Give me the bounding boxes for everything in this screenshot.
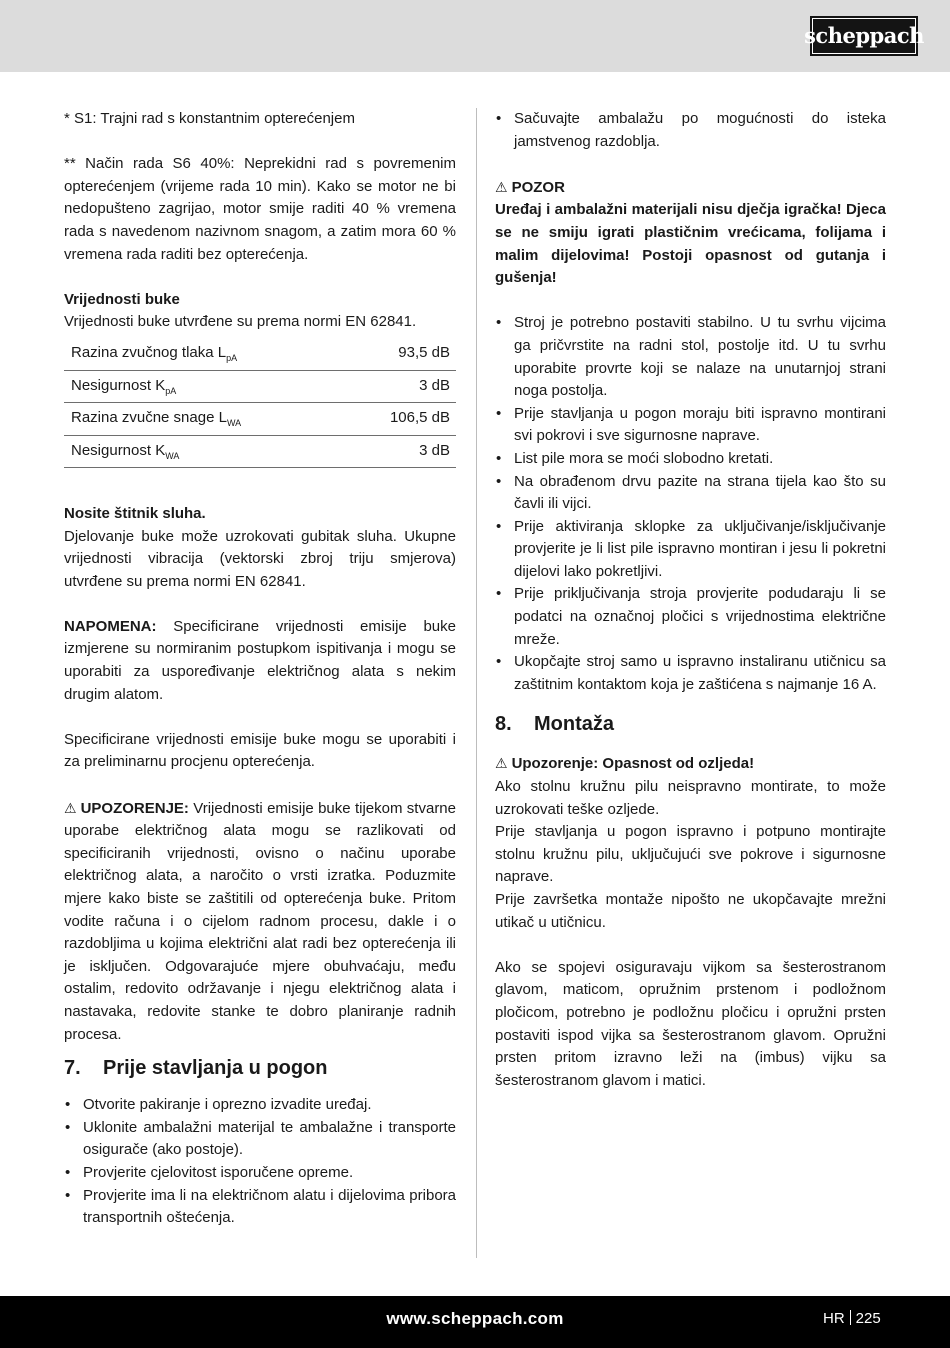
noise-sub: pA: [165, 385, 177, 396]
table-row: [64, 370, 456, 403]
warning-triangle-icon: ⚠: [495, 755, 508, 772]
section-7-title: Prije stavljanja u pogon: [103, 1057, 328, 1080]
list-item: • Prije stavljanja u pogon moraju biti ispravno montirani svi pokrovi i sve sigurnosne naprave.: [495, 403, 886, 448]
list-item: • Provjerite ima li na električnom alatu i dijelovima pribora transportnih oštećenja.: [64, 1185, 456, 1230]
caution-text: Uređaj i ambalažni materijali nisu dječja igračka! Djeca se ne smiju igrati plastičnim vrećicama, folijama i malim dijelovima! Postoji opasnost od gutanja i gušenja!: [495, 201, 886, 287]
packaging-list: [495, 108, 886, 153]
noise-value: 3 dB: [344, 435, 456, 468]
footer-url-link[interactable]: www.scheppach.com: [386, 1309, 564, 1328]
noise-label: Razina zvučne snage L: [71, 409, 227, 427]
injury-p2: Prije stavljanja u pogon ispravno i potpuno montirajte stolnu kružnu pilu, uključujući sve pokrove i sigurnosne naprave.: [495, 823, 886, 886]
caution-label: POZOR: [511, 178, 565, 196]
injury-p1: Ako stolnu kružnu pilu neispravno montirate, to može uzrokovati teške ozljede.: [495, 778, 886, 818]
section-7-number: 7.: [64, 1057, 81, 1080]
note2-text: Specificirane vrijednosti emisije buke mogu se uporabiti i za preliminarnu procjenu opterećenja.: [64, 730, 456, 771]
brand-logo: [804, 16, 924, 56]
list-item: • Sačuvajte ambalažu po mogućnosti do isteka jamstvenog razdoblja.: [495, 108, 886, 153]
section-8-heading: [495, 710, 886, 738]
noise-sub: WA: [226, 418, 242, 429]
noise-label: Razina zvučnog tlaka L: [71, 343, 227, 361]
table-row: [64, 403, 456, 436]
list-item: • Prije priključivanja stroja provjerite podudaraju li se podatci na označnoj pločici s vrijednostima električne mreže.: [495, 583, 886, 651]
noise-sub: WA: [165, 450, 180, 461]
caution-heading: [495, 176, 886, 200]
table-row: [64, 338, 456, 370]
list-item: • Stroj je potrebno postaviti stabilno. U tu svrhu vijcima ga pričvrstite na radni stol, postolje itd. U tu svrhu uporabite provrte koji se nalaze na unutarnjoj strani noga postolja.: [495, 312, 886, 402]
noise-label: Nesigurnost K: [71, 441, 166, 459]
logo-text: scheppach: [812, 18, 916, 54]
note-label: NAPOMENA:: [64, 617, 157, 635]
injury-label: Upozorenje: Opasnost od ozljeda!: [511, 755, 755, 773]
list-item: • Prije aktiviranja sklopke za uključivanje/isključivanje provjerite je li list pile ispravno montiran i jesu li pokretni dijelovi lako pokretljivi.: [495, 516, 886, 584]
footer-page-info: [823, 1308, 881, 1331]
right-column: [495, 108, 886, 1092]
injury-p3: Prije završetka montaže nipošto ne ukopčavajte mrežni utikač u utičnicu.: [495, 891, 886, 931]
noise-value: 3 dB: [344, 370, 456, 403]
list-item: • Otvorite pakiranje i oprezno izvadite uređaj.: [64, 1094, 456, 1117]
list-item: • Na obrađenom drvu pazite na strana tijela kao što su čavli ili vijci.: [495, 471, 886, 516]
table-row: [64, 435, 456, 468]
list-item: • List pile mora se moći slobodno kretati.: [495, 448, 886, 471]
s6-note: ** Način rada S6 40%: Neprekidni rad s povremenim opterećenjem (vrijeme rada 10 min). Kako se motor ne bi nedopušteno zagrijao, motor smije raditi 40 % vremena rada s navedenom nazivnom snagom, a zatim mora 60 % vremena rada raditi bez opterećenja.: [64, 155, 456, 263]
left-column: [64, 108, 456, 1230]
footer-separator: [850, 1310, 851, 1325]
page-number: 225: [855, 1310, 881, 1327]
noise-title: Vrijednosti buke: [64, 290, 180, 308]
warning-text: Vrijednosti emisije buke tijekom stvarne uporabe električnog alata mogu se razlikovati od specificiranih vrijednosti, ovisno o načinu uporabe električnog alata, a naročito o vrsti izratka. Poduzmite mjere kako biste se zaštitili od opterećenja buke. Pritom vodite računa i o cijelom radnom procesu, dakle i o razdobljima u kojima električni alat radi bez opterećenja ili je isključen. Odgovarajuće mjere obuhvaćaju, među ostalim, redovito održavanje i njegu električnog alata i nastavaka, redovite stanke te dobro planiranje radnih procesa.: [64, 799, 456, 1043]
list-item: • Provjerite cjelovitost isporučene opreme.: [64, 1162, 456, 1185]
warning-triangle-icon: ⚠: [495, 178, 508, 195]
section-7-list: [64, 1094, 456, 1230]
noise-label: Nesigurnost K: [71, 376, 166, 394]
noise-sub: pA: [226, 352, 238, 363]
note-paragraph: [64, 616, 456, 706]
section-8-title: Montaža: [534, 713, 614, 736]
noise-value: 93,5 dB: [344, 338, 456, 370]
note-text: Specificirane vrijednosti emisije buke izmjerene su normiranim postupkom ispitivanja i mogu se uporabiti za uspoređivanje električnog alata s nekim drugim alatom.: [64, 617, 456, 703]
noise-value: 106,5 dB: [344, 403, 456, 436]
warning-paragraph: [64, 797, 456, 1047]
noise-intro: Vrijednosti buke utvrđene su prema normi EN 62841.: [64, 313, 417, 331]
warning-triangle-icon: ⚠: [64, 799, 77, 816]
noise-table: [64, 338, 456, 468]
list-item: • Ukopčajte stroj samo u ispravno instaliranu utičnicu sa zaštitnim kontaktom koja je zaštićena s najmanje 16 A.: [495, 651, 886, 696]
list-item: • Uklonite ambalažni materijal te ambalažne i transporte osigurače (ako postoje).: [64, 1117, 456, 1162]
section-8-number: 8.: [495, 713, 512, 736]
warning-label: UPOZORENJE:: [80, 799, 189, 817]
hearing-text: Djelovanje buke može uzrokovati gubitak sluha. Ukupne vrijednosti vibracija (vektorski zbroj triju smjerova) utvrđene su prema normi EN 62841.: [64, 527, 456, 590]
column-divider: [476, 108, 477, 1258]
s1-note: * S1: Trajni rad s konstantnim opterećenjem: [64, 110, 355, 127]
setup-list: [495, 312, 886, 696]
hearing-title: Nosite štitnik sluha.: [64, 504, 206, 522]
bolt-text: Ako se spojevi osiguravaju vijkom sa šesterostranom glavom, maticom, opružnim prstenom i podložnom pločicom, potrebno je podložnu pločicu i opružni prsten postaviti ispod vijka sa šesterostranom glavom. Opružni prsten pritom izravno leži na (imbus) vijku sa šesterostranom glavom i matici.: [495, 958, 886, 1089]
section-7-heading: [64, 1054, 456, 1082]
injury-heading: [495, 752, 886, 776]
language-code: HR: [823, 1310, 845, 1327]
